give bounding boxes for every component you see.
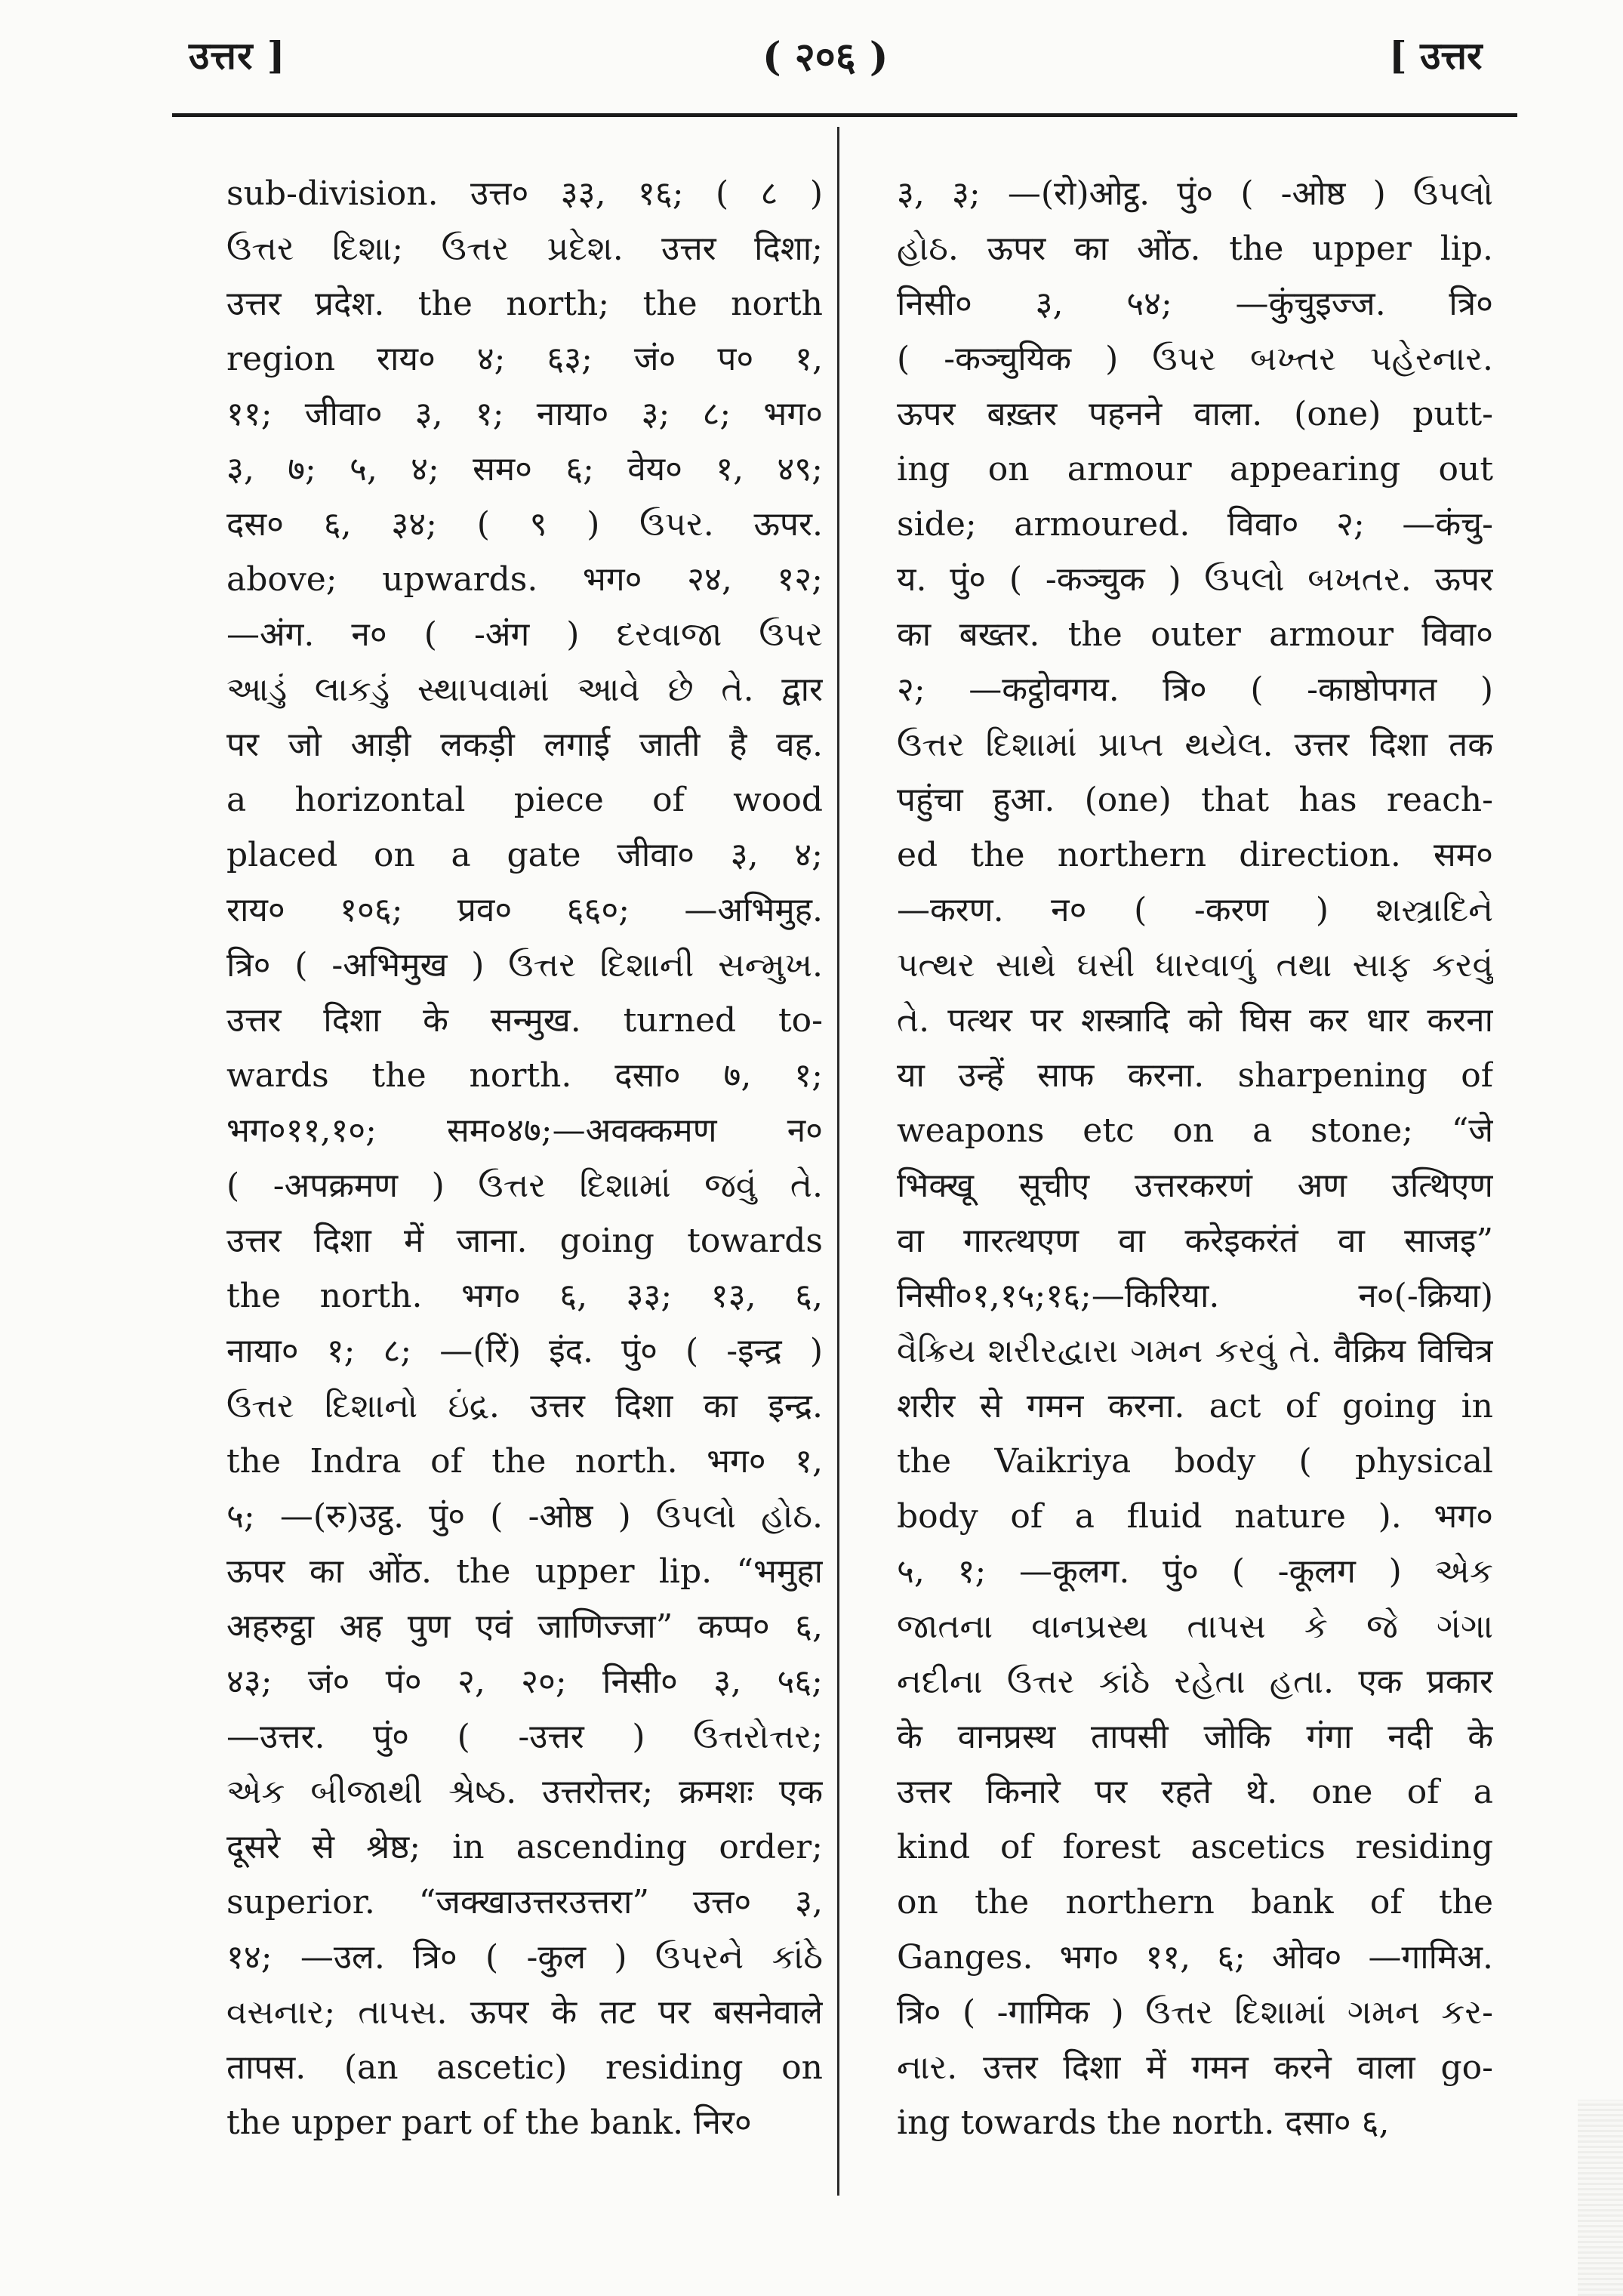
right-column — [897, 166, 1493, 2150]
page-header — [0, 0, 1623, 121]
text-line: त्रि० ( -गामिक ) ઉત્તર દિશામાં ગમન કર- — [897, 1993, 1493, 2032]
text-line: the Vaikriya body ( physical — [897, 1442, 1493, 1481]
text-line: the north. भग० ६, ३३; १३, ६, — [226, 1277, 823, 1315]
text-line: region राय० ४; ६३; जं० प० १, — [226, 340, 823, 378]
text-line: Ganges. भग० ११, ६; ओव० —गामिअ. — [897, 1938, 1493, 1977]
text-line: જાતના વાનપ્રસ્થ તાપસ કે જે ગંગા — [897, 1607, 1493, 1646]
text-line: the upper part of the bank. निर० — [226, 2103, 752, 2142]
text-line: राय० १०६; प्रव० ६६०; —अभिमुह. — [226, 891, 823, 929]
text-line: ઉત્તર દિશામાં પ્રાપ્ત થયેલ. उत्तर दिशा तक — [897, 726, 1493, 764]
text-line: ऊपर बख़्तर पहनने वाला. (one) putt- — [897, 395, 1493, 433]
text-line: नाया० १; ८; —(रिं) इंद. पुं० ( -इन्द्र ) — [226, 1332, 823, 1370]
text-line: placed on a gate जीवा० ३, ४; — [226, 836, 823, 874]
text-line: superior. “जक्खाउत्तरउत्तरा” उत्त० ३, — [226, 1883, 823, 1922]
text-line: kind of forest ascetics residing — [897, 1828, 1493, 1866]
text-line: above; upwards. भग० २४, १२; — [226, 560, 823, 599]
text-line: निसी०१,१५;१६;—किरिया. न०(-क्रिया) — [897, 1277, 1493, 1315]
text-line: भग०११,१०; सम०४७;—अवक्कमण न० — [226, 1111, 823, 1150]
text-line: उत्तर दिशा में जाना. going towards — [226, 1222, 823, 1260]
text-line: —करण. न० ( -करण ) શસ્ત્રાદિને — [897, 891, 1493, 929]
text-line: વસનાર; તાપસ. ऊपर के तट पर बसनेवाले — [226, 1993, 823, 2032]
text-line: ઉત્તર દિશાનો ઇંદ્ર. उत्तर दिशा का इन्द्र. — [226, 1387, 823, 1425]
text-line: ed the northern direction. सम० — [897, 836, 1493, 874]
text-line: ३, ३; —(रो)ओट्ठ. पुं० ( -ओष्ठ ) ઉપલો — [897, 174, 1493, 213]
text-line: weapons etc on a stone; “जे — [897, 1111, 1493, 1150]
left-column — [226, 166, 823, 2150]
text-line: body of a fluid nature ). भग० — [897, 1497, 1493, 1536]
text-line: भिक्खू सूचीए उत्तरकरणं अण उत्थिएण — [897, 1166, 1493, 1205]
running-head-right: [ उत्तर — [1389, 33, 1483, 78]
text-line: —अंग. न० ( -अंग ) દરવાજા ઉપર — [226, 615, 823, 654]
text-line: પત્થર સાથે ઘસી ધારવાળું તથા સાફ કરવું — [897, 946, 1493, 985]
text-line: sub-division. उत्त० ३३, १६; ( ८ ) — [226, 174, 823, 213]
text-line: ४३; जं० पं० २, २०; निसी० ३, ५६; — [226, 1663, 823, 1701]
scan-artifact — [1578, 2100, 1623, 2296]
text-line: १४; —उल. त्रि० ( -कुल ) ઉપરને કાંઠે — [226, 1938, 823, 1977]
text-line: તે. पत्थर पर शस्त्रादि को घिस कर धार करना — [897, 1001, 1493, 1040]
text-line: નદીના ઉત્તર કાંઠે રહેતા હતા. एक प्रकार — [897, 1663, 1493, 1701]
text-line: ३, ७; ५, ४; सम० ६; वेय० १, ४९; — [226, 450, 823, 488]
text-line: આડું લાકડું સ્થાપવામાં આવે છે તે. द्वार — [226, 670, 823, 709]
text-line: —उत्तर. पुं० ( -उत्तर ) ઉત્તરોત્તર; — [226, 1718, 823, 1756]
text-line: wards the north. दसा० ७, १; — [226, 1056, 823, 1095]
text-line: अहरुट्ठा अह पुण एवं जाणिज्जा” कप्प० ६, — [226, 1607, 823, 1646]
text-line: ઉત્તર દિશા; ઉત્તર પ્રદેશ. उत्तर दिशा; — [226, 230, 823, 268]
text-line: નાર. उत्तर दिशा में गमन करने वाला go- — [897, 2048, 1493, 2087]
text-line: વૈક્રિય શરીરદ્વારા ગમન કરવું તે. वैक्रिय विचित्र — [897, 1332, 1493, 1370]
text-line: ५, १; —कूलग. पुं० ( -कूलग ) એક — [897, 1552, 1493, 1591]
text-line: पहुंचा हुआ. (one) that has reach- — [897, 781, 1493, 819]
text-line: ing towards the north. दसा० ६, — [897, 2103, 1390, 2142]
column-divider — [837, 127, 839, 2196]
text-line: वा गारत्थएण वा करेइकरंतं वा साजइ” — [897, 1222, 1493, 1260]
text-line: या उन्हें साफ करना. sharpening of — [897, 1056, 1493, 1095]
text-line: शरीर से गमन करना. act of going in — [897, 1387, 1493, 1425]
text-line: य. पुं० ( -कञ्चुक ) ઉપલો બખતર. ऊपर — [897, 560, 1493, 599]
text-line: उत्तर किनारे पर रहते थे. one of a — [897, 1773, 1493, 1811]
text-line: ( -कञ्चुयिक ) ઉપર બખ્તર પહેરનાર. — [897, 340, 1493, 378]
text-line: के वानप्रस्थ तापसी जोकि गंगा नदी के — [897, 1718, 1493, 1756]
text-line: a horizontal piece of wood — [226, 781, 823, 819]
text-line: ५; —(रु)उट्ठ. पुं० ( -ओष्ठ ) ઉપલો હોઠ. — [226, 1497, 823, 1536]
text-line: ( -अपक्रमण ) ઉત્તર દિશામાં જવું તે. — [226, 1166, 823, 1205]
text-line: का बख्तर. the outer armour विवा० — [897, 615, 1493, 654]
text-line: એક બીજાથી શ્રેષ્ઠ. उत्तरोत्तर; क्रमशः एक — [226, 1773, 823, 1811]
text-line: ing on armour appearing out — [897, 450, 1493, 488]
text-line: पर जो आड़ी लकड़ी लगाई जाती है वह. — [226, 726, 823, 764]
text-line: ११; जीवा० ३, १; नाया० ३; ८; भग० — [226, 395, 823, 433]
text-line: तापस. (an ascetic) residing on — [226, 2048, 823, 2087]
text-line: उत्तर दिशा के सन्मुख. turned to- — [226, 1001, 823, 1040]
text-line: the Indra of the north. भग० १, — [226, 1442, 823, 1481]
header-rule — [172, 113, 1517, 117]
text-line: ऊपर का ओंठ. the upper lip. “भमुहा — [226, 1552, 823, 1591]
running-head-left: उत्तर ] — [189, 33, 286, 78]
text-line: હોઠ. ऊपर का ओंठ. the upper lip. — [897, 230, 1493, 268]
text-line: २; —कट्ठोवगय. त्रि० ( -काष्ठोपगत ) — [897, 670, 1493, 709]
text-line: निसी० ३, ५४; —कुंचुइज्ज. त्रि० — [897, 285, 1493, 323]
text-line: दूसरे से श्रेष्ठ; in ascending order; — [226, 1828, 823, 1866]
page-number: ( २०६ ) — [762, 34, 888, 80]
text-line: दस० ६, ३४; ( ९ ) ઉપર. ऊपर. — [226, 505, 823, 544]
text-line: on the northern bank of the — [897, 1883, 1493, 1922]
text-line: त्रि० ( -अभिमुख ) ઉત્તર દિશાની સન્મુખ. — [226, 946, 823, 985]
text-line: side; armoured. विवा० २; —कंचु- — [897, 505, 1493, 544]
text-line: उत्तर प्रदेश. the north; the north — [226, 285, 823, 323]
